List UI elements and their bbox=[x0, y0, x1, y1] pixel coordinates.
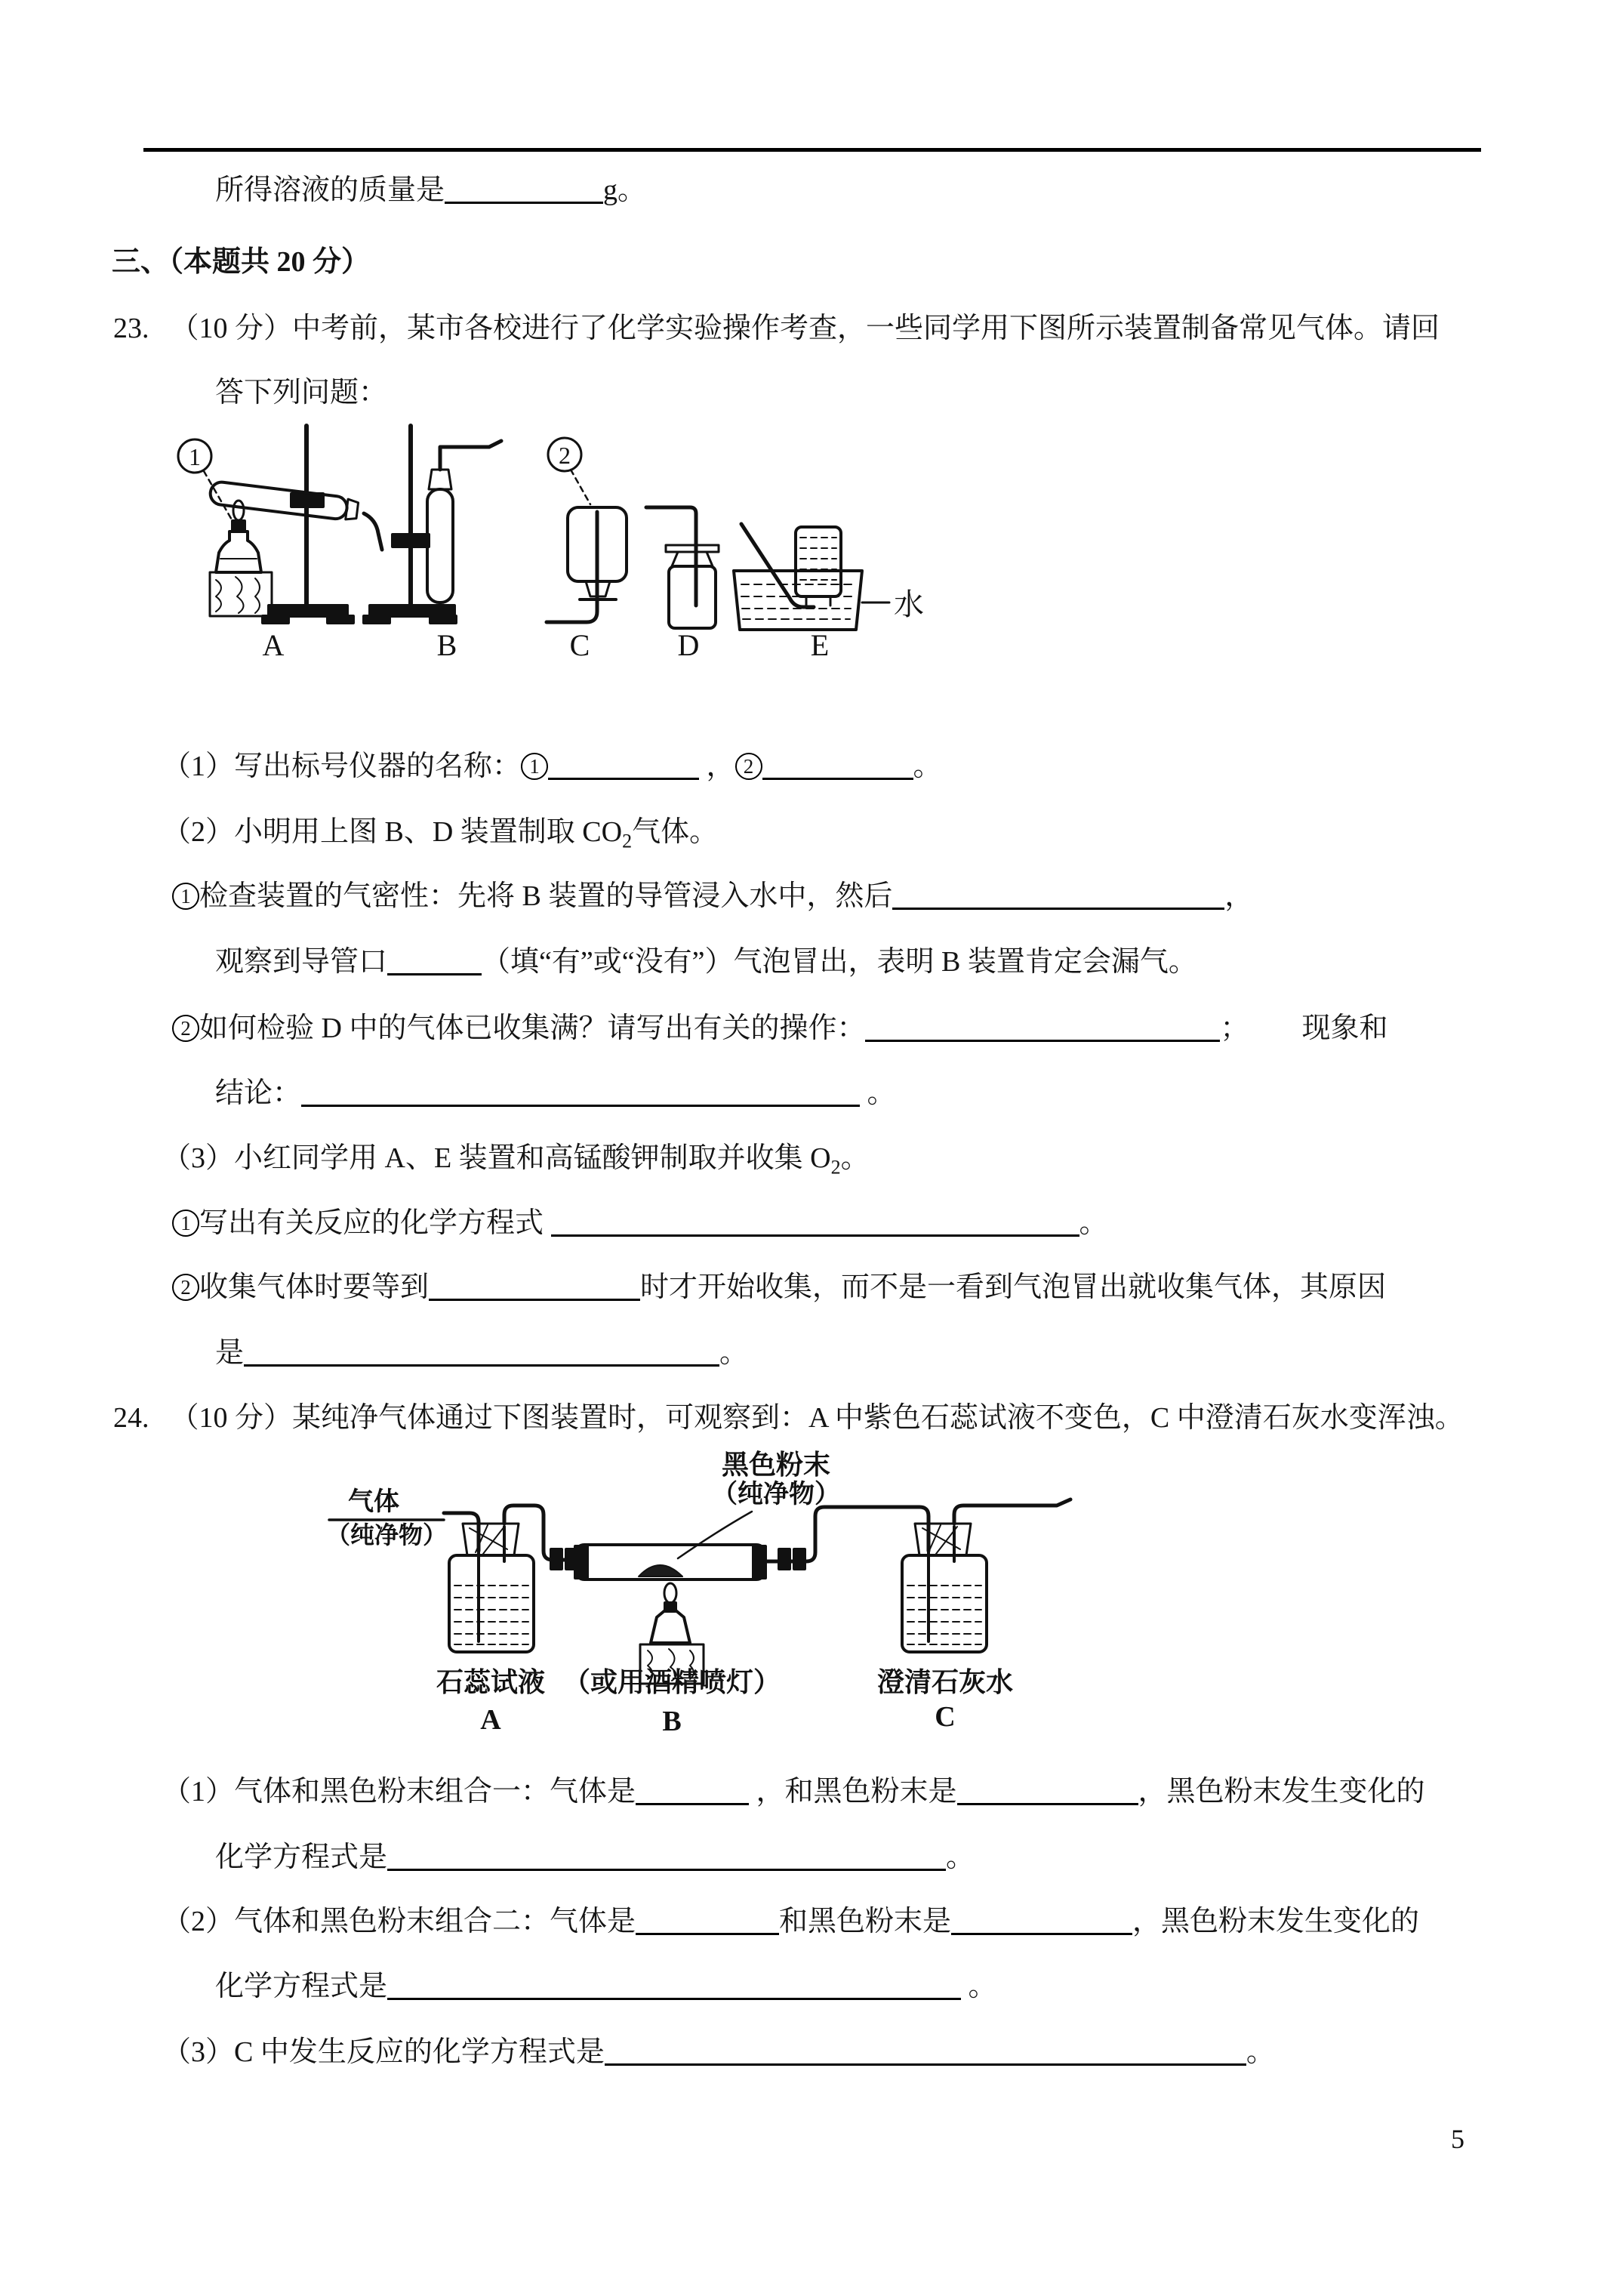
blank-answer bbox=[957, 1796, 1138, 1805]
circled-1-mark bbox=[178, 439, 233, 521]
q23-phenomenon-text: 现象和 bbox=[1301, 1012, 1388, 1044]
blank-answer bbox=[244, 1358, 719, 1367]
blank-answer bbox=[548, 771, 699, 780]
q24-part3-line bbox=[162, 2028, 1275, 2069]
q24-part2-text: （2）气体和黑色粉末组合二：气体是 bbox=[162, 1906, 636, 1937]
svg-text:（纯净物）: （纯净物） bbox=[712, 1481, 840, 1509]
lamp-wick bbox=[233, 521, 245, 530]
svg-text:B: B bbox=[436, 628, 457, 662]
svg-text:澄清石灰水: 澄清石灰水 bbox=[876, 1667, 1014, 1697]
q23-collect-text: 收集气体时要等到 bbox=[199, 1271, 430, 1303]
stopper bbox=[346, 499, 359, 521]
gas-washing-bottle-A bbox=[436, 1524, 545, 1736]
alcohol-lamp-B bbox=[563, 1583, 781, 1737]
blank-answer bbox=[865, 1033, 1220, 1042]
period: 。 bbox=[946, 1841, 975, 1873]
clamp bbox=[291, 494, 323, 507]
svg-text:气体: 气体 bbox=[348, 1488, 399, 1516]
delivery-tube bbox=[440, 441, 501, 470]
q24-part1-text: （1）气体和黑色粉末组合一：气体是 bbox=[162, 1776, 636, 1808]
q23-part2-sub1-line bbox=[172, 872, 1253, 914]
q22-tail-unit: g。 bbox=[603, 174, 647, 206]
section3-heading bbox=[112, 238, 370, 279]
apparatus-A-alcohol-lamp-setup bbox=[209, 426, 382, 662]
q23-stem-cont-line bbox=[215, 368, 387, 410]
q23-full-check-text: 如何检验 D 中的气体已收集满？请写出有关的操作： bbox=[199, 1012, 866, 1044]
rubber-sleeve bbox=[794, 1549, 805, 1569]
page-number: 5 bbox=[1451, 2124, 1464, 2154]
q23-stem: （10 分）中考前，某市各校进行了化学实验操作考查，一些同学用下图所示装置制备常见气体。请回 bbox=[170, 313, 1440, 344]
apparatus-D-gas-bottle bbox=[646, 507, 719, 662]
circled-1: 1 bbox=[172, 883, 199, 910]
q23-part1-text: （1）写出标号仪器的名称： bbox=[162, 750, 522, 782]
blank-answer bbox=[636, 1796, 749, 1805]
rubber-sleeve bbox=[779, 1549, 790, 1569]
blank-answer bbox=[429, 1292, 640, 1301]
q23-part1-comma: ， bbox=[706, 750, 735, 782]
q23-collect-text2: 时才开始收集，而不是一看到气泡冒出就收集气体，其原因 bbox=[640, 1271, 1387, 1303]
apparatus-diagram-1 bbox=[166, 417, 966, 673]
bent-tube bbox=[646, 507, 696, 606]
test-tube bbox=[209, 481, 348, 520]
apparatus-E-water-trough bbox=[734, 524, 924, 662]
delivery-tube bbox=[364, 513, 382, 550]
period: 。 bbox=[1246, 2036, 1275, 2068]
circled-2: 2 bbox=[172, 1274, 199, 1301]
svg-text:A: A bbox=[480, 1704, 501, 1736]
circled-2: 2 bbox=[172, 1015, 199, 1042]
q23-part3-sub1-line bbox=[172, 1199, 1108, 1240]
svg-text:A: A bbox=[262, 628, 285, 662]
blank-answer bbox=[892, 901, 1224, 910]
q23-observe-text2: （填“有”或“没有”）气泡冒出，表明 B 装置肯定会漏气。 bbox=[482, 946, 1197, 978]
subscript-2: 2 bbox=[622, 830, 633, 852]
q23-part3-sub2-line bbox=[172, 1263, 1386, 1305]
q23-airtight-cont-line bbox=[215, 938, 1197, 979]
blank-answer bbox=[605, 2057, 1246, 2066]
gas-tube bbox=[741, 524, 814, 607]
svg-text:E: E bbox=[810, 628, 830, 662]
section3-title: 三、（本题共 20 分） bbox=[112, 246, 371, 278]
apparatus-C-flat-bottle bbox=[547, 507, 627, 662]
circled-1: 1 bbox=[521, 753, 548, 780]
q23-observe-text: 观察到导管口 bbox=[215, 946, 388, 978]
q23-reason-line bbox=[215, 1329, 748, 1370]
circled-2-mark bbox=[548, 438, 590, 504]
svg-text:黑色粉末: 黑色粉末 bbox=[721, 1450, 831, 1480]
blank-answer bbox=[951, 1926, 1132, 1935]
svg-text:C: C bbox=[569, 628, 590, 662]
inner-tube bbox=[547, 512, 597, 622]
q23-part1-line bbox=[162, 742, 942, 784]
svg-text:石蕊试液: 石蕊试液 bbox=[436, 1667, 546, 1697]
test-tube bbox=[427, 489, 453, 603]
blank-answer bbox=[301, 1098, 860, 1107]
trough bbox=[734, 571, 862, 630]
q23-stem-line bbox=[113, 304, 1440, 346]
period: 。 bbox=[719, 1337, 749, 1369]
circled-2: 2 bbox=[735, 753, 762, 780]
gas-washing-bottle-C bbox=[877, 1499, 1070, 1733]
iron-stand-base bbox=[269, 606, 347, 616]
q24-part1-eq-line bbox=[215, 1833, 975, 1875]
outlet-tube bbox=[954, 1499, 1070, 1524]
svg-text:2: 2 bbox=[559, 442, 571, 469]
rubber-sleeve bbox=[551, 1549, 562, 1569]
q23-part3-text: （3）小红同学用 A、E 装置和高锰酸钾制取并收集 O bbox=[162, 1142, 831, 1174]
q23-part2-line bbox=[162, 808, 718, 853]
svg-text:C: C bbox=[935, 1701, 956, 1733]
top-rule bbox=[143, 148, 1481, 152]
water-label: 水 bbox=[894, 587, 924, 621]
blank-answer bbox=[387, 1862, 946, 1871]
q22-tail-text: 所得溶液的质量是 bbox=[215, 174, 445, 206]
iron-stand-base bbox=[370, 606, 454, 616]
q24-part1-text3: ，黑色粉末发生变化的 bbox=[1138, 1776, 1425, 1808]
q23-number: 23. bbox=[113, 313, 149, 344]
bottle-body bbox=[902, 1555, 987, 1652]
semicolon: ； bbox=[1220, 1012, 1249, 1044]
period: 。 bbox=[1079, 1207, 1108, 1239]
q23-airtight-text: 检查装置的气密性：先将 B 装置的导管浸入水中，然后 bbox=[199, 880, 893, 912]
blank-answer bbox=[387, 966, 482, 975]
bottle-body bbox=[669, 566, 716, 628]
alcohol-lamp bbox=[216, 532, 261, 572]
q23-conclusion-text: 结论： bbox=[215, 1077, 302, 1109]
gas-inlet-label bbox=[326, 1487, 447, 1549]
q24-stem-line bbox=[113, 1394, 1464, 1435]
comma: ， bbox=[1224, 880, 1254, 912]
blank-answer bbox=[762, 771, 913, 780]
q23-conclusion-line bbox=[215, 1069, 896, 1111]
q24-part2-eq-line bbox=[215, 1962, 997, 2004]
stopper bbox=[429, 470, 451, 489]
period: 。 bbox=[961, 1971, 997, 2002]
apparatus-B-test-tube-stand bbox=[364, 426, 501, 662]
blank-answer bbox=[551, 1228, 1079, 1237]
q24-eq1-text: 化学方程式是 bbox=[215, 1841, 388, 1873]
black-powder bbox=[639, 1565, 682, 1576]
flame-icon bbox=[664, 1583, 676, 1603]
bottle-body bbox=[449, 1555, 534, 1652]
period: 。 bbox=[867, 1077, 896, 1109]
q23-stem-cont: 答下列问题： bbox=[215, 377, 388, 408]
q22-tail-line bbox=[215, 166, 646, 208]
svg-text:（纯净物）: （纯净物） bbox=[325, 1521, 448, 1549]
flame-icon bbox=[233, 501, 244, 520]
svg-text:B: B bbox=[662, 1706, 682, 1737]
blank-answer bbox=[445, 195, 603, 204]
q23-part2-sub2-line bbox=[172, 1004, 1387, 1046]
q23-reason-text: 是 bbox=[215, 1337, 245, 1369]
circled-1: 1 bbox=[172, 1210, 199, 1237]
q24-part3-text: （3）C 中发生反应的化学方程式是 bbox=[162, 2036, 605, 2068]
q23-part3-line bbox=[162, 1134, 870, 1179]
period: 。 bbox=[840, 1142, 870, 1174]
apparatus-diagram-2 bbox=[302, 1448, 1117, 1743]
bottle-neck bbox=[672, 552, 713, 566]
q24-stem: （10 分）某纯净气体通过下图装置时，可观察到：A 中紫色石蕊试液不变色，C 中澄清石灰水变浑浊。 bbox=[170, 1402, 1464, 1434]
q23-part2-text2: 气体。 bbox=[632, 816, 719, 848]
svg-text:1: 1 bbox=[189, 443, 201, 470]
subscript-2: 2 bbox=[830, 1156, 841, 1179]
clamp bbox=[393, 535, 429, 547]
q24-part1-text2: ，和黑色粉末是 bbox=[756, 1776, 957, 1808]
svg-text:D: D bbox=[677, 628, 700, 662]
q24-eq2-text: 化学方程式是 bbox=[215, 1971, 388, 2002]
q24-part2-text2: 和黑色粉末是 bbox=[779, 1906, 952, 1937]
alcohol-lamp bbox=[651, 1610, 690, 1643]
q23-part2-text: （2）小明用上图 B、D 装置制取 CO bbox=[162, 816, 623, 848]
blank-answer bbox=[636, 1926, 779, 1935]
combustion-tube-B bbox=[575, 1545, 765, 1579]
q23-part1-period: 。 bbox=[913, 750, 942, 782]
inlet-tube bbox=[444, 1513, 479, 1551]
q23-equation-text: 写出有关反应的化学方程式 bbox=[199, 1207, 544, 1239]
svg-text:（或用酒精喷灯）: （或用酒精喷灯） bbox=[562, 1667, 781, 1697]
q24-part2-text3: ，黑色粉末发生变化的 bbox=[1132, 1906, 1420, 1937]
q24-part1-line bbox=[162, 1767, 1425, 1809]
q24-number: 24. bbox=[113, 1402, 149, 1434]
blank-answer bbox=[387, 1991, 961, 2000]
q24-part2-line bbox=[162, 1897, 1419, 1939]
